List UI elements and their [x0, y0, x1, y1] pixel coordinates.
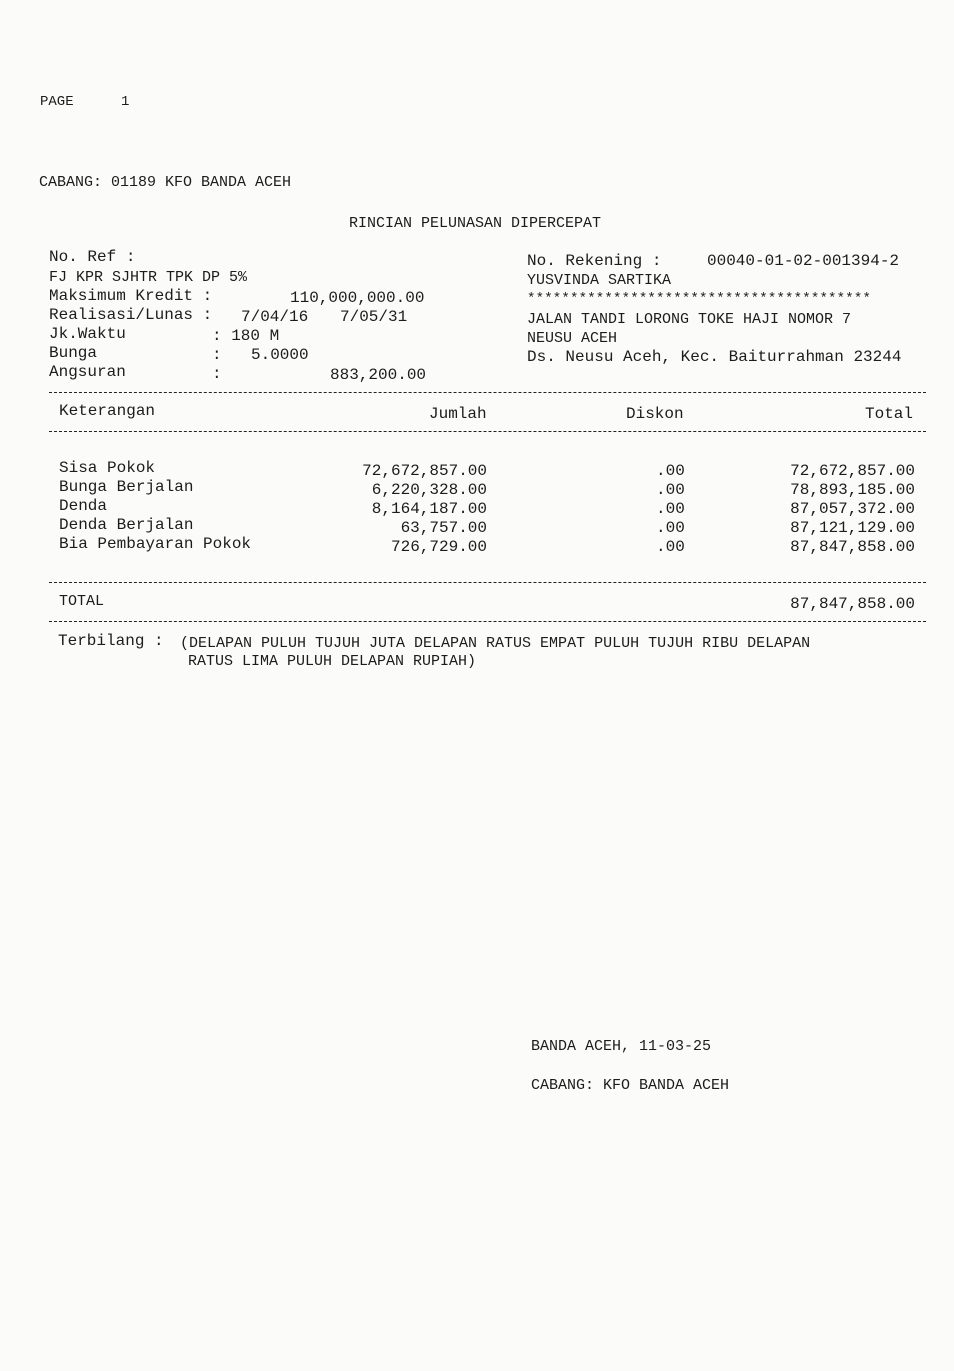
row-jumlah: 63,757.00: [400, 519, 487, 537]
row-jumlah: 726,729.00: [390, 538, 487, 556]
bunga-value: 5.0000: [251, 346, 309, 364]
row-diskon: .00: [656, 481, 685, 499]
row-total: 87,121,129.00: [790, 519, 915, 537]
header-total: Total: [865, 405, 914, 423]
row-total: 78,893,185.00: [790, 481, 915, 499]
row-jumlah: 72,672,857.00: [362, 462, 487, 480]
row-jumlah: 8,164,187.00: [371, 500, 487, 518]
row-diskon: .00: [656, 500, 685, 518]
page-label: PAGE: [40, 94, 74, 110]
address-line-3: Ds. Neusu Aceh, Kec. Baiturrahman 23244: [527, 348, 902, 366]
page-number: 1: [121, 94, 130, 110]
branch-header: CABANG: 01189 KFO BANDA ACEH: [39, 174, 292, 191]
row-diskon: .00: [656, 462, 685, 480]
row-total: 87,847,858.00: [790, 538, 915, 556]
customer-name: YUSVINDA SARTIKA: [527, 272, 672, 289]
doc-title: RINCIAN PELUNASAN DIPERCEPAT: [349, 215, 602, 232]
total-value: 87,847,858.00: [790, 595, 915, 613]
rekening-label: No. Rekening :: [527, 252, 662, 270]
terbilang-line-2: RATUS LIMA PULUH DELAPAN RUPIAH): [188, 653, 477, 670]
divider: [49, 392, 926, 393]
row-total: 72,672,857.00: [790, 462, 915, 480]
product-name: FJ KPR SJHTR TPK DP 5%: [49, 269, 248, 286]
rekening-value: 00040-01-02-001394-2: [707, 252, 900, 270]
divider: [49, 431, 926, 432]
jk-waktu-value: : 180 M: [212, 327, 280, 345]
row-desc: Denda: [59, 497, 108, 515]
terbilang-line-1: (DELAPAN PULUH TUJUH JUTA DELAPAN RATUS EMPAT PULUH TUJUH RIBU DELAPAN: [180, 635, 811, 652]
realisasi-end: 7/05/31: [340, 308, 408, 326]
place-date: BANDA ACEH, 11-03-25: [531, 1038, 712, 1055]
bunga-label: Bunga: [49, 344, 98, 362]
bunga-colon: :: [212, 346, 222, 364]
angsuran-label: Angsuran: [49, 363, 126, 381]
row-diskon: .00: [656, 538, 685, 556]
row-total: 87,057,372.00: [790, 500, 915, 518]
terbilang-label: Terbilang :: [58, 632, 164, 650]
angsuran-colon: :: [212, 365, 222, 383]
maks-kredit-value: 110,000,000.00: [290, 289, 425, 307]
realisasi-start: 7/04/16: [241, 308, 309, 326]
jk-waktu-label: Jk.Waktu: [49, 325, 126, 343]
row-jumlah: 6,220,328.00: [371, 481, 487, 499]
masked-line: ****************************************: [527, 291, 872, 307]
row-desc: Denda Berjalan: [59, 516, 194, 534]
row-desc: Bia Pembayaran Pokok: [59, 535, 252, 553]
header-keterangan: Keterangan: [59, 402, 156, 420]
footer-branch: CABANG: KFO BANDA ACEH: [531, 1077, 730, 1094]
address-line-2: NEUSU ACEH: [527, 330, 618, 347]
row-desc: Bunga Berjalan: [59, 478, 194, 496]
row-desc: Sisa Pokok: [59, 459, 156, 477]
no-ref-label: No. Ref :: [49, 248, 136, 266]
realisasi-label: Realisasi/Lunas :: [49, 306, 213, 324]
maks-kredit-label: Maksimum Kredit :: [49, 287, 213, 305]
header-diskon: Diskon: [626, 405, 684, 423]
address-line-1: JALAN TANDI LORONG TOKE HAJI NOMOR 7: [527, 311, 852, 328]
row-diskon: .00: [656, 519, 685, 537]
divider: [49, 621, 926, 622]
header-jumlah: Jumlah: [429, 405, 487, 423]
total-label: TOTAL: [59, 593, 105, 610]
angsuran-value: 883,200.00: [330, 366, 427, 384]
divider: [49, 582, 926, 583]
